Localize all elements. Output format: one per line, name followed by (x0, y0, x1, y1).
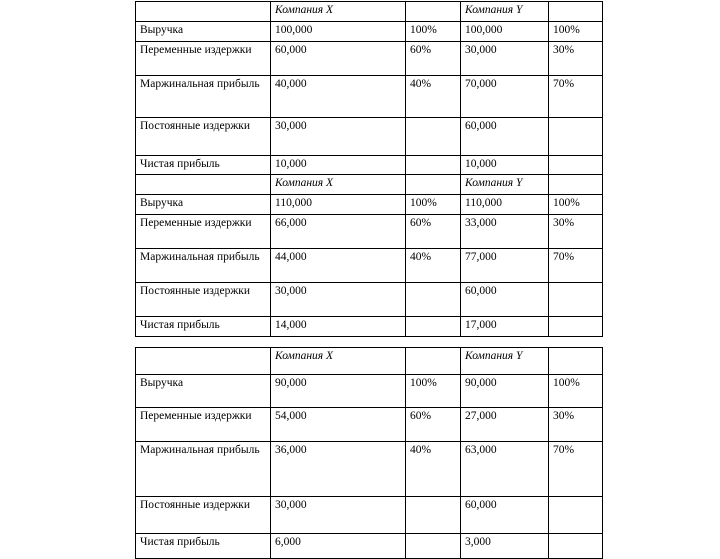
cell-x-value: 66,000 (271, 215, 406, 249)
table-row (136, 317, 603, 337)
cell-y-percent (549, 317, 603, 337)
table-row (136, 534, 603, 559)
table-row (136, 76, 603, 118)
cell-y-value: 60,000 (461, 283, 549, 317)
cell-x-percent (406, 534, 461, 559)
cell-x-percent (406, 118, 461, 156)
header-cell-company-x: Компания X (271, 2, 406, 22)
cell-x-percent: 40% (406, 442, 461, 497)
cell-y-percent: 100% (549, 22, 603, 42)
row-label-fixed-costs: Постоянные издержки (136, 283, 271, 317)
table-row (136, 215, 603, 249)
cell-y-value: 60,000 (461, 118, 549, 156)
cell-x-value: 40,000 (271, 76, 406, 118)
header-cell-company-x: Компания X (271, 175, 406, 195)
cell-x-percent: 100% (406, 375, 461, 408)
table-row (136, 156, 603, 176)
cell-x-value: 30,000 (271, 118, 406, 156)
cell-y-percent: 70% (549, 442, 603, 497)
row-label-fixed-costs: Постоянные издержки (136, 497, 271, 534)
header-cell-company-y-pct (549, 2, 603, 22)
cell-x-percent: 40% (406, 249, 461, 283)
header-cell-label (136, 2, 271, 22)
row-label-variable-costs: Переменные издержки (136, 215, 271, 249)
cell-x-value: 44,000 (271, 249, 406, 283)
cell-x-value: 6,000 (271, 534, 406, 559)
row-label-fixed-costs: Постоянные издержки (136, 118, 271, 156)
cell-y-percent (549, 497, 603, 534)
cell-y-value: 90,000 (461, 375, 549, 408)
cell-x-value: 110,000 (271, 195, 406, 215)
cell-y-percent: 70% (549, 76, 603, 118)
cell-y-percent (549, 534, 603, 559)
table-row (136, 22, 603, 42)
cell-y-value: 3,000 (461, 534, 549, 559)
cell-x-percent: 60% (406, 42, 461, 76)
cell-x-value: 14,000 (271, 317, 406, 337)
row-label-variable-costs: Переменные издержки (136, 408, 271, 442)
cell-x-value: 10,000 (271, 156, 406, 176)
row-label-revenue: Выручка (136, 375, 271, 408)
cell-y-percent (549, 156, 603, 176)
row-label-revenue: Выручка (136, 195, 271, 215)
header-cell-company-x-pct (406, 348, 461, 375)
cell-y-value: 77,000 (461, 249, 549, 283)
cell-x-percent: 100% (406, 22, 461, 42)
cell-y-value: 30,000 (461, 42, 549, 76)
header-cell-label (136, 348, 271, 375)
cell-y-percent (549, 118, 603, 156)
table-row (136, 195, 603, 215)
header-cell-company-y: Компания Y (461, 2, 549, 22)
table-row (136, 283, 603, 317)
cell-x-percent: 40% (406, 76, 461, 118)
cell-x-percent: 60% (406, 215, 461, 249)
row-label-contribution-margin: Маржинальная прибыль (136, 76, 271, 118)
cvp-table-revenue-down (135, 347, 603, 559)
cell-y-value: 100,000 (461, 22, 549, 42)
cell-y-value: 70,000 (461, 76, 549, 118)
cell-x-value: 54,000 (271, 408, 406, 442)
row-label-net-profit: Чистая прибыль (136, 534, 271, 559)
cell-y-percent: 100% (549, 195, 603, 215)
row-label-net-profit: Чистая прибыль (136, 317, 271, 337)
cell-x-percent (406, 497, 461, 534)
header-cell-company-y-pct (549, 175, 603, 195)
table-row (136, 375, 603, 408)
header-cell-company-x-pct (406, 2, 461, 22)
header-cell-company-x-pct (406, 175, 461, 195)
cell-y-value: 63,000 (461, 442, 549, 497)
cell-y-percent: 30% (549, 42, 603, 76)
table-row (136, 442, 603, 497)
cell-y-value: 10,000 (461, 156, 549, 176)
cell-y-value: 17,000 (461, 317, 549, 337)
cell-x-percent (406, 283, 461, 317)
table-row (136, 497, 603, 534)
table-row (136, 249, 603, 283)
cvp-table-base-case (135, 1, 603, 176)
cell-x-percent: 60% (406, 408, 461, 442)
cell-x-value: 30,000 (271, 283, 406, 317)
table-row (136, 408, 603, 442)
cell-y-value: 33,000 (461, 215, 549, 249)
table-header-row (136, 2, 603, 22)
header-cell-label (136, 175, 271, 195)
row-label-net-profit: Чистая прибыль (136, 156, 271, 176)
table-header-row (136, 348, 603, 375)
cell-x-value: 100,000 (271, 22, 406, 42)
table-row (136, 118, 603, 156)
cell-x-value: 36,000 (271, 442, 406, 497)
cell-x-value: 30,000 (271, 497, 406, 534)
cvp-table-revenue-up (135, 174, 603, 337)
table-header-row (136, 175, 603, 195)
row-label-contribution-margin: Маржинальная прибыль (136, 442, 271, 497)
cell-x-value: 90,000 (271, 375, 406, 408)
header-cell-company-y: Компания Y (461, 175, 549, 195)
header-cell-company-x: Компания X (271, 348, 406, 375)
cell-x-value: 60,000 (271, 42, 406, 76)
row-label-variable-costs: Переменные издержки (136, 42, 271, 76)
row-label-revenue: Выручка (136, 22, 271, 42)
cell-y-value: 60,000 (461, 497, 549, 534)
cell-y-value: 110,000 (461, 195, 549, 215)
cell-x-percent (406, 317, 461, 337)
cell-y-percent: 30% (549, 408, 603, 442)
cell-y-percent: 100% (549, 375, 603, 408)
table-row (136, 42, 603, 76)
cell-y-percent: 70% (549, 249, 603, 283)
cell-x-percent: 100% (406, 195, 461, 215)
cell-x-percent (406, 156, 461, 176)
cell-y-value: 27,000 (461, 408, 549, 442)
row-label-contribution-margin: Маржинальная прибыль (136, 249, 271, 283)
cell-y-percent: 30% (549, 215, 603, 249)
header-cell-company-y-pct (549, 348, 603, 375)
header-cell-company-y: Компания Y (461, 348, 549, 375)
cell-y-percent (549, 283, 603, 317)
